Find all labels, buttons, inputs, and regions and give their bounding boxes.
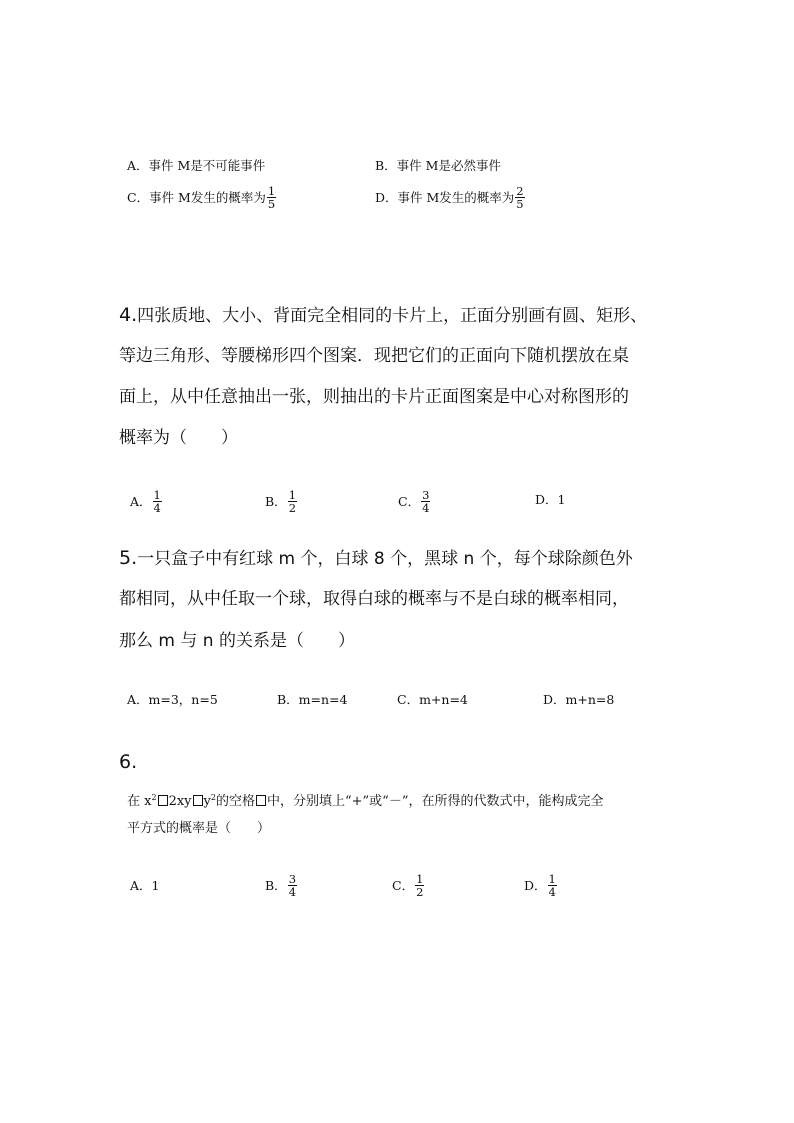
q4-line-3: 面上，从中任意抽出一张，则抽出的卡片正面图案是中心对称图形的 bbox=[119, 387, 629, 407]
fraction bbox=[288, 489, 297, 514]
q4-option-a bbox=[130, 490, 163, 515]
superscript: 2 bbox=[151, 793, 157, 802]
option-label: A． bbox=[130, 494, 152, 510]
numerator: 1 bbox=[267, 184, 276, 198]
q4-option-d: D．1 bbox=[535, 492, 566, 507]
denominator: 5 bbox=[516, 197, 524, 212]
fraction bbox=[515, 185, 524, 210]
q4-option-c bbox=[398, 490, 431, 515]
q4-text: 四张质地、大小、背面完全相同的卡片上，正面分别画有圆、矩形、 bbox=[137, 306, 648, 326]
q4-line-1 bbox=[119, 306, 647, 325]
q6-text: 在 x bbox=[127, 794, 152, 809]
q6-option-b bbox=[265, 874, 298, 899]
fraction bbox=[153, 489, 162, 514]
q5-line-1 bbox=[119, 549, 633, 568]
q5-option-b: B．m=n=4 bbox=[277, 692, 348, 707]
question-number: 4. bbox=[119, 304, 138, 326]
option-label: B． bbox=[265, 878, 287, 894]
q3-option-c-text: C．事件 M发生的概率为 bbox=[127, 190, 266, 206]
q6-line-2: 平方式的概率是（ ） bbox=[127, 821, 271, 836]
q5-option-c: C．m+n=4 bbox=[397, 692, 468, 707]
denominator: 4 bbox=[288, 885, 297, 900]
q4-option-b bbox=[265, 490, 298, 515]
q6-option-c bbox=[392, 874, 425, 899]
q6-option-d bbox=[524, 874, 558, 899]
numerator: 3 bbox=[422, 488, 430, 502]
blank-box-icon bbox=[256, 795, 266, 806]
q3-option-a: A．事件 M是不可能事件 bbox=[127, 158, 266, 173]
denominator: 4 bbox=[548, 885, 556, 900]
denominator: 4 bbox=[153, 501, 161, 516]
fraction bbox=[415, 873, 424, 898]
q5-option-d: D．m+n=8 bbox=[543, 692, 615, 707]
q4-line-2: 等边三角形、等腰梯形四个图案．现把它们的正面向下随机摆放在桌 bbox=[119, 346, 629, 366]
numerator: 1 bbox=[548, 872, 556, 886]
q6-number bbox=[119, 753, 137, 772]
numerator: 2 bbox=[516, 184, 524, 198]
denominator: 4 bbox=[422, 501, 430, 516]
option-label: C． bbox=[392, 878, 415, 894]
q5-option-a: A．m=3，n=5 bbox=[127, 692, 218, 707]
q3-option-d bbox=[375, 186, 526, 211]
q6-option-a: A．1 bbox=[130, 878, 160, 893]
option-label: B． bbox=[265, 494, 287, 510]
option-label: C． bbox=[398, 494, 421, 510]
q6-text: y bbox=[203, 794, 211, 809]
numerator: 1 bbox=[416, 872, 424, 886]
numerator: 1 bbox=[288, 488, 297, 502]
q6-text: 中，分别填上“+”或“－”，在所得的代数式中，能构成完全 bbox=[266, 794, 604, 809]
q6-line-1 bbox=[127, 794, 603, 808]
numerator: 3 bbox=[288, 872, 297, 886]
fraction bbox=[267, 185, 276, 210]
blank-box-icon bbox=[158, 795, 168, 806]
q3-option-d-text: D．事件 M发生的概率为 bbox=[375, 190, 515, 206]
question-number: 5. bbox=[119, 547, 138, 569]
superscript: 2 bbox=[210, 793, 216, 802]
q3-option-c bbox=[127, 186, 277, 211]
q5-text: 一只盒子中有红球 m 个，白球 8 个，黑球 n 个，每个球除颜色外 bbox=[137, 549, 633, 569]
blank-box-icon bbox=[193, 795, 203, 806]
q6-text: 2xy bbox=[168, 794, 192, 809]
denominator: 2 bbox=[416, 885, 424, 900]
numerator: 1 bbox=[153, 488, 161, 502]
q3-option-b: B．事件 M是必然事件 bbox=[375, 158, 501, 173]
q5-line-2: 都相同，从中任取一个球，取得白球的概率与不是白球的概率相同， bbox=[119, 589, 629, 609]
q5-line-3: 那么 m 与 n 的关系是（ ） bbox=[119, 631, 355, 651]
denominator: 5 bbox=[267, 197, 276, 212]
q4-line-4: 概率为（ ） bbox=[119, 428, 238, 448]
question-number: 6. bbox=[119, 751, 138, 773]
fraction bbox=[288, 873, 297, 898]
denominator: 2 bbox=[288, 501, 297, 516]
option-label: D． bbox=[524, 878, 547, 894]
fraction bbox=[421, 489, 430, 514]
q6-text: 的空格 bbox=[215, 794, 255, 809]
fraction bbox=[548, 873, 557, 898]
